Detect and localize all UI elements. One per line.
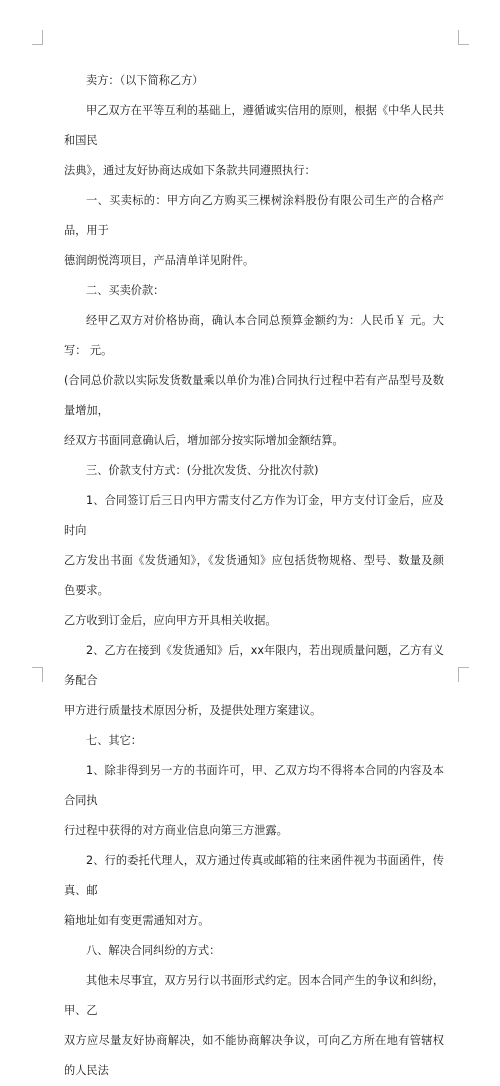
text-line: 德润朗悦湾项目，产品清单详见附件。 [64, 254, 255, 267]
text-line: 箱地址如有变更需通知对方。 [64, 914, 210, 927]
text-line: (合同总价款以实际发货数量乘以单价为准)合同执行过程中若有产品型号及数量增加， [64, 374, 444, 417]
text-line: 二、买卖价款： [86, 284, 165, 297]
paragraph [64, 96, 444, 186]
text-line: 七、其它： [86, 734, 142, 747]
text-line: 2、乙方在接到《发货通知》后，xx年限内，若出现质量问题，乙方有义务配合 [64, 644, 444, 687]
paragraph [64, 756, 444, 846]
text-line: 2、行的委托代理人，双方通过传真或邮箱的往来函件视为书面函件，传真、邮 [64, 854, 444, 897]
paragraph [64, 726, 444, 756]
text-line: 1、合同签订后三日内甲方需支付乙方作为订金，甲方支付订金后，应及时向 [64, 494, 444, 537]
paragraph [64, 936, 444, 966]
paragraph [64, 66, 444, 96]
crop-mark-bottom-right [458, 667, 469, 682]
crop-mark-top-right [458, 30, 469, 45]
paragraph [64, 306, 444, 456]
text-line: 三、价款支付方式：(分批次发货、分批次付款) [86, 464, 319, 477]
text-line: 法典》，通过友好协商达成如下条款共同遵照执行： [64, 164, 316, 177]
text-line: 经双方书面同意确认后，增加部分按实际增加金额结算。 [64, 434, 344, 447]
text-line: 一、买卖标的：甲方向乙方购买三棵树涂料股份有限公司生产的合格产品，用于 [64, 194, 444, 237]
text-line: 行过程中获得的对方商业信息向第三方泄露。 [64, 824, 288, 837]
text-line: 双方应尽量友好协商解决，如不能协商解决争议，可向乙方所在地有管辖权的人民法 [64, 1034, 444, 1077]
crop-mark-top-left [32, 30, 43, 45]
text-line: 卖方：（以下简称乙方） [86, 74, 204, 87]
paragraph [64, 846, 444, 936]
text-line: 八、解决合同纠纷的方式： [86, 944, 221, 957]
paragraph [64, 486, 444, 636]
paragraph [64, 966, 444, 1086]
text-line: 甲乙双方在平等互利的基础上，遵循诚实信用的原则，根据《中华人民共和国民 [64, 104, 445, 147]
paragraph [64, 456, 444, 486]
text-line: 1、除非得到另一方的书面许可，甲、乙双方均不得将本合同的内容及本合同执 [64, 764, 444, 807]
text-line: 乙方发出书面《发货通知》，《发货通知》应包括货物规格、型号、数量及颜色要求。 [64, 554, 444, 597]
paragraph [64, 186, 444, 276]
text-line: 其他未尽事宜，双方另行以书面形式约定。因本合同产生的争议和纠纷，甲、乙 [64, 974, 445, 1017]
text-line: 经甲乙双方对价格协商，确认本合同总预算金额约为：人民币￥ 元。大写： 元。 [64, 314, 444, 357]
document-page [64, 66, 444, 1086]
crop-mark-bottom-left [32, 667, 43, 682]
paragraph [64, 636, 444, 726]
text-line: 甲方进行质量技术原因分析，及提供处理方案建议。 [64, 704, 322, 717]
text-line: 乙方收到订金后，应向甲方开具相关收据。 [64, 614, 277, 627]
paragraph [64, 276, 444, 306]
